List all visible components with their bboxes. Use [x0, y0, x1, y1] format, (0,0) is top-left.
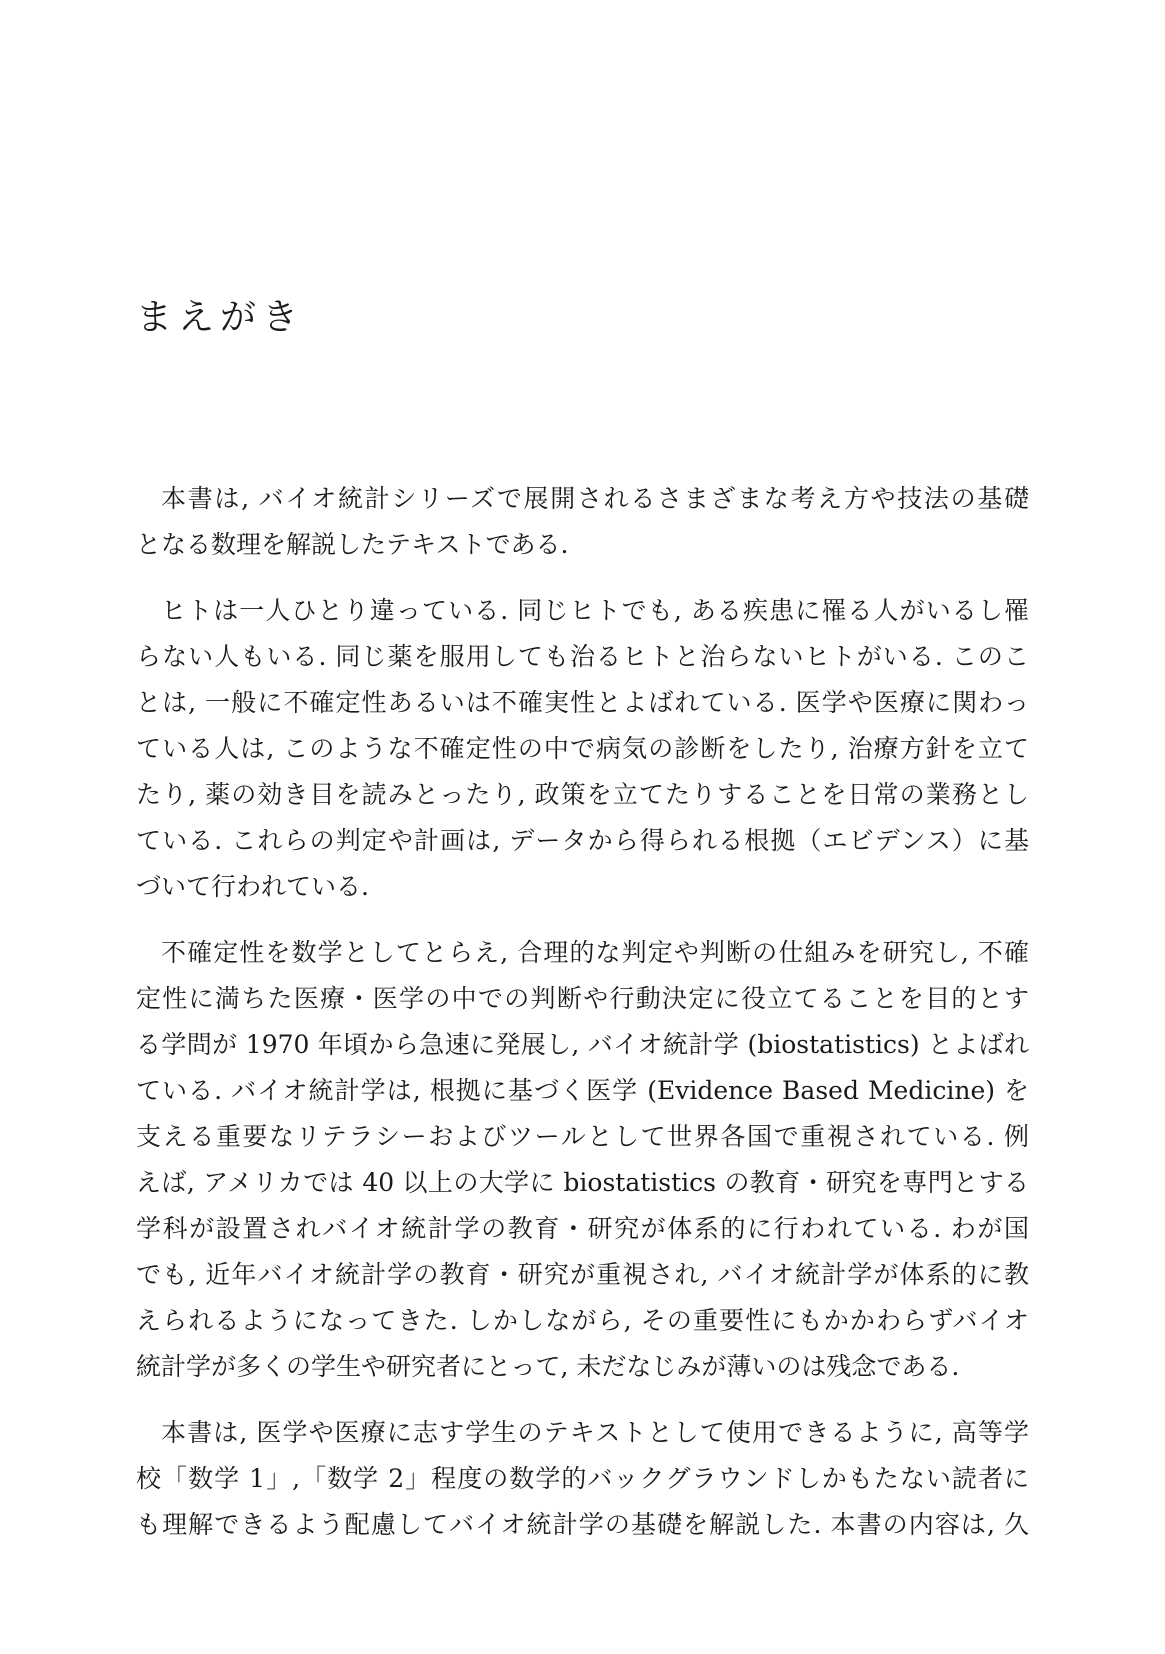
text-line: 定性に満ちた医療・医学の中での判断や行動決定に役立てることを目的とす: [136, 984, 1029, 1013]
paragraph-4: [136, 1410, 1029, 1548]
text-line: となる数理を解説したテキストである.: [136, 530, 569, 559]
chapter-title: まえがき: [136, 297, 305, 338]
text-line: ている人は, このような不確定性の中で病気の診断をしたり, 治療方針を立て: [136, 734, 1029, 763]
text-line: 学科が設置されバイオ統計学の教育・研究が体系的に行われている. わが国: [136, 1214, 1029, 1243]
text-line: 本書は, バイオ統計シリーズで展開されるさまざまな考え方や技法の基礎: [161, 484, 1029, 513]
text-line: えられるようになってきた. しかしながら, その重要性にもかかわらずバイオ: [136, 1306, 1029, 1335]
text-line: 統計学が多くの学生や研究者にとって, 未だなじみが薄いのは残念である.: [136, 1352, 960, 1381]
text-line: えば, アメリカでは 40 以上の大学に biostatistics の教育・研究を専門とする: [136, 1168, 1029, 1197]
text-line: ている. これらの判定や計画は, データから得られる根拠（エビデンス）に基: [136, 826, 1029, 855]
text-line: でも, 近年バイオ統計学の教育・研究が重視され, バイオ統計学が体系的に教: [136, 1260, 1029, 1289]
text-line: 不確定性を数学としてとらえ, 合理的な判定や判断の仕組みを研究し, 不確: [161, 938, 1029, 967]
text-line: ている. バイオ統計学は, 根拠に基づく医学 (Evidence Based Medicine) を: [136, 1076, 1029, 1105]
paragraph-2: [136, 588, 1029, 910]
text-line: らない人もいる. 同じ薬を服用しても治るヒトと治らないヒトがいる. このこ: [136, 642, 1029, 671]
text-line: 本書は, 医学や医療に志す学生のテキストとして使用できるように, 高等学: [161, 1418, 1029, 1447]
text-line: 支える重要なリテラシーおよびツールとして世界各国で重視されている. 例: [136, 1122, 1029, 1151]
text-line: 校「数学 1」,「数学 2」程度の数学的バックグラウンドしかもたない読者に: [136, 1464, 1029, 1493]
text-line: とは, 一般に不確定性あるいは不確実性とよばれている. 医学や医療に関わっ: [136, 688, 1029, 717]
text-line: も理解できるよう配慮してバイオ統計学の基礎を解説した. 本書の内容は, 久: [136, 1510, 1029, 1539]
text-line: る学問が 1970 年頃から急速に発展し, バイオ統計学 (biostatistics) とよばれ: [136, 1030, 1029, 1059]
paragraph-3: [136, 930, 1029, 1390]
body-text: [136, 476, 1029, 1568]
paragraph-1: [136, 476, 1029, 568]
text-line: づいて行われている.: [136, 872, 369, 901]
text-line: ヒトは一人ひとり違っている. 同じヒトでも, ある疾患に罹る人がいるし罹: [161, 596, 1029, 625]
text-line: たり, 薬の効き目を読みとったり, 政策を立てたりすることを日常の業務とし: [136, 780, 1029, 809]
